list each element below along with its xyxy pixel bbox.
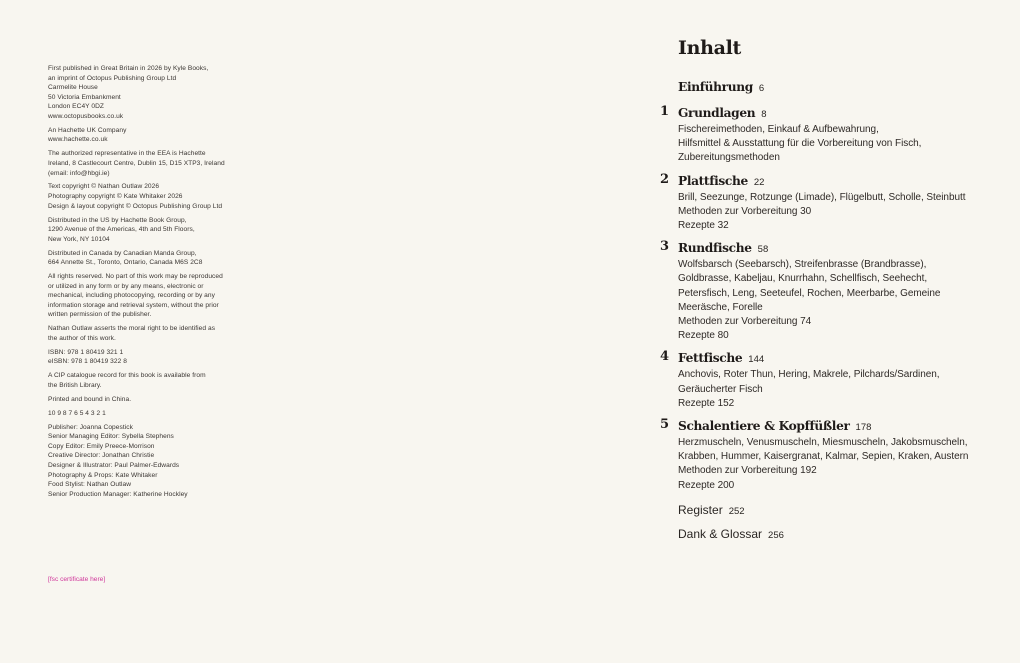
imprint-line: 664 Annette St., Toronto, Ontario, Canada M6S 2C8 <box>48 259 203 267</box>
chapter-contents <box>678 191 990 234</box>
imprint-line: Food Stylist: Nathan Outlaw <box>48 481 132 489</box>
imprint-block <box>48 409 278 419</box>
imprint-line: the British Library. <box>48 381 102 389</box>
imprint-line: Photography copyright © Kate Whitaker 2026 <box>48 193 183 201</box>
chapter-heading <box>678 239 990 258</box>
toc-entry-einfuehrung[interactable] <box>678 78 990 98</box>
chapter-content-line: Krabben, Hummer, Kaisergranat, Kalmar, Sepien, Kraken, Austern <box>678 451 969 463</box>
toc-chapter[interactable] <box>660 172 990 234</box>
imprint-line: information storage and retrieval system, without the prior <box>48 301 219 309</box>
toc-page-number: 22 <box>753 176 765 188</box>
toc-entry-label: Dank & Glossar <box>678 526 763 541</box>
imprint-line: (email: info@hbgi.ie) <box>48 169 110 177</box>
toc-page-number: 8 <box>761 109 767 120</box>
chapter-number: 2 <box>660 171 670 187</box>
chapter-title: Schalentiere & Kopffüßler <box>678 419 850 434</box>
chapter-content-line: Rezepte 32 <box>678 220 729 232</box>
chapter-content-line: Brill, Seezunge, Rotzunge (Limade), Flügelbutt, Scholle, Steinbutt <box>678 191 966 203</box>
toc-chapter[interactable] <box>660 104 990 166</box>
chapter-content-line: Rezepte 152 <box>678 397 735 409</box>
imprint-line: All rights reserved. No part of this work may be reproduced <box>48 273 223 281</box>
imprint-line: An Hachette UK Company <box>48 126 127 134</box>
imprint-line: eISBN: 978 1 80419 322 8 <box>48 358 127 366</box>
imprint-block <box>48 216 278 245</box>
chapter-contents <box>678 123 990 166</box>
chapter-title: Grundlagen <box>678 106 756 120</box>
imprint-line: Design & layout copyright © Octopus Publishing Group Ltd <box>48 202 223 210</box>
imprint-block <box>48 249 278 268</box>
imprint-block <box>48 126 278 145</box>
imprint-line: First published in Great Britain in 2026 by Kyle Books, <box>48 65 209 72</box>
imprint-line: Publisher: Joanna Copestick <box>48 423 133 431</box>
imprint-block <box>48 324 278 343</box>
chapter-content-line: Petersfisch, Leng, Seeteufel, Rochen, Meerbarbe, Gemeine <box>678 287 941 299</box>
imprint-line: or utilized in any form or by any means, electronic or <box>48 282 204 290</box>
imprint-line: Senior Managing Editor: Sybella Stephens <box>48 433 174 441</box>
chapter-content-line: Geräucherter Fisch <box>678 383 763 395</box>
toc-chapter[interactable] <box>660 417 990 493</box>
toc-page-number: 256 <box>768 529 784 541</box>
chapter-content-line: Methoden zur Vorbereitung 192 <box>678 465 817 477</box>
imprint-line: London EC4Y 0DZ <box>48 103 104 111</box>
toc-entry-dank-glossar[interactable] <box>678 527 990 543</box>
toc-entry-register[interactable] <box>678 503 990 519</box>
chapter-contents <box>678 368 990 411</box>
imprint-line: 50 Victoria Embankment <box>48 93 121 101</box>
toc-entry-label: Register <box>678 502 723 517</box>
chapter-heading <box>678 417 990 436</box>
imprint-page <box>48 64 278 504</box>
chapter-number: 5 <box>660 417 670 433</box>
imprint-line: Carmelite House <box>48 84 98 92</box>
toc-chapter[interactable] <box>660 239 990 343</box>
chapter-heading <box>678 104 990 123</box>
chapter-content-line: Hilfsmittel & Ausstattung für die Vorbereitung von Fisch, <box>678 138 922 150</box>
chapter-heading <box>678 349 990 368</box>
imprint-line: ISBN: 978 1 80419 321 1 <box>48 348 124 356</box>
imprint-block <box>48 182 278 211</box>
imprint-line: Copy Editor: Emily Preece-Morrison <box>48 442 155 450</box>
toc-page-number: 58 <box>757 244 769 256</box>
imprint-block <box>48 348 278 367</box>
imprint-line: 10 9 8 7 6 5 4 3 2 1 <box>48 409 106 417</box>
imprint-line: New York, NY 10104 <box>48 235 110 243</box>
imprint-line: the author of this work. <box>48 334 116 342</box>
toc-chapter[interactable] <box>660 349 990 411</box>
imprint-line: Photography & Props: Kate Whitaker <box>48 471 158 479</box>
chapter-content-line: Meeräsche, Forelle <box>678 301 763 313</box>
chapter-number: 4 <box>660 349 670 365</box>
imprint-block <box>48 272 278 320</box>
chapter-content-line: Goldbrasse, Kabeljau, Knurrhahn, Schellfisch, Seehecht, <box>678 273 928 285</box>
imprint-line: www.octopusbooks.co.uk <box>48 112 124 120</box>
toc-page-number: 144 <box>748 354 765 366</box>
toc-page-number: 252 <box>728 505 745 517</box>
chapter-title: Plattfische <box>678 173 748 188</box>
chapter-number: 1 <box>660 104 670 119</box>
imprint-line: www.hachette.co.uk <box>48 136 108 144</box>
toc-page-number: 178 <box>855 422 872 434</box>
imprint-line: an imprint of Octopus Publishing Group Ltd <box>48 74 177 82</box>
imprint-line: mechanical, including photocopying, recording or by any <box>48 292 215 300</box>
imprint-block <box>48 423 278 500</box>
chapter-contents <box>678 258 990 343</box>
imprint-line: Nathan Outlaw asserts the moral right to be identified as <box>48 325 216 333</box>
imprint-block <box>48 149 278 178</box>
imprint-line: The authorized representative in the EEA is Hachette <box>48 150 206 158</box>
chapter-content-line: Methoden zur Vorbereitung 30 <box>678 205 812 217</box>
chapter-number: 3 <box>660 239 670 255</box>
imprint-block <box>48 371 278 390</box>
toc-page-number: 6 <box>758 83 765 94</box>
imprint-block <box>48 395 278 405</box>
chapter-content-line: Anchovis, Roter Thun, Hering, Makrele, Pilchards/Sardinen, <box>678 369 940 381</box>
imprint-line: written permission of the publisher. <box>48 311 152 319</box>
chapter-content-line: Fischereimethoden, Einkauf & Aufbewahrung, <box>678 124 879 135</box>
table-of-contents <box>660 36 990 543</box>
fsc-certificate-placeholder: [fsc certificate here] <box>48 576 106 583</box>
imprint-line: Ireland, 8 Castlecourt Centre, Dublin 15, D15 XTP3, Ireland <box>48 159 225 167</box>
chapter-contents <box>678 436 990 493</box>
chapter-heading <box>678 172 990 191</box>
chapter-content-line: Rezepte 200 <box>678 479 735 491</box>
imprint-line: Senior Production Manager: Katherine Hockley <box>48 490 188 498</box>
chapter-content-line: Wolfsbarsch (Seebarsch), Streifenbrasse (Brandbrasse), <box>678 259 927 271</box>
chapter-title: Rundfische <box>678 241 752 256</box>
chapter-content-line: Zubereitungsmethoden <box>678 152 780 164</box>
chapter-content-line: Rezepte 80 <box>678 330 729 342</box>
imprint-block <box>48 64 278 122</box>
imprint-line: Text copyright © Nathan Outlaw 2026 <box>48 183 160 191</box>
chapter-content-line: Herzmuscheln, Venusmuscheln, Miesmuscheln, Jakobsmuscheln, <box>678 437 968 449</box>
imprint-line: Printed and bound in China. <box>48 395 132 403</box>
imprint-line: Distributed in the US by Hachette Book Group, <box>48 216 187 224</box>
toc-entry-label: Einführung <box>678 80 753 94</box>
chapter-content-line: Methoden zur Vorbereitung 74 <box>678 316 812 328</box>
imprint-line: A CIP catalogue record for this book is available from <box>48 372 206 380</box>
imprint-line: Distributed in Canada by Canadian Manda Group, <box>48 249 197 257</box>
toc-title: Inhalt <box>678 37 742 59</box>
imprint-line: Creative Director: Jonathan Christie <box>48 452 155 460</box>
imprint-line: 1290 Avenue of the Americas, 4th and 5th Floors, <box>48 226 195 234</box>
imprint-line: Designer & Illustrator: Paul Palmer-Edwards <box>48 461 180 469</box>
chapter-title: Fettfische <box>678 351 743 366</box>
